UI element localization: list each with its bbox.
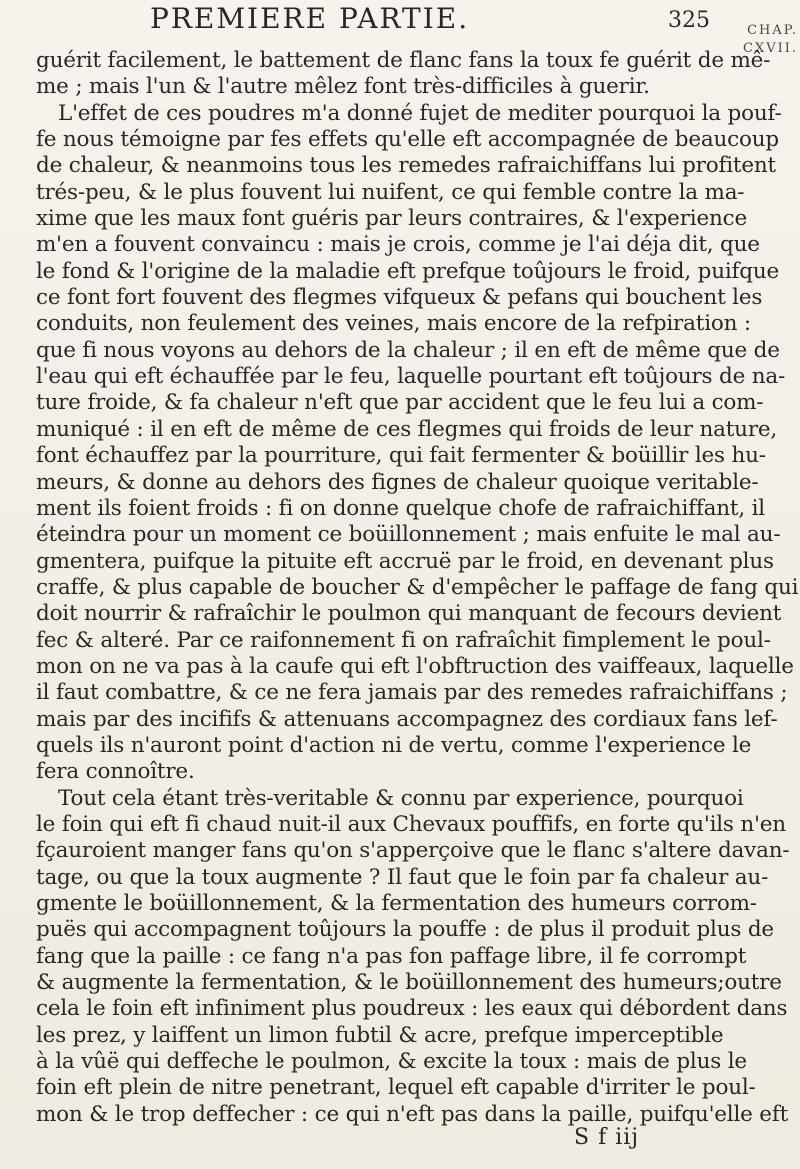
text-line: muniqué : il en eft de même de ces flegmes qui froids de leur nature, bbox=[36, 416, 778, 442]
text-line: que fi nous voyons au dehors de la chaleur ; il en eft de même que de bbox=[36, 337, 780, 363]
text-line: fçauroient manger fans qu'on s'apperçoive que le flanc s'altere davan- bbox=[36, 838, 790, 864]
text-line: cela le foin eft infiniment plus poudreux : les eaux qui débordent dans bbox=[36, 996, 788, 1022]
page-number: 325 bbox=[668, 8, 710, 33]
running-head: PREMIERE PARTIE. bbox=[150, 2, 470, 35]
text-line: l'eau qui eft échauffée par le feu, laquelle pourtant eft toûjours de na- bbox=[36, 364, 786, 390]
text-line: L'effet de ces poudres m'a donné fujet de mediter pourquoi la pouf- bbox=[58, 100, 782, 126]
text-line: les prez, y laiffent un limon fubtil & acre, prefque imperceptible bbox=[36, 1022, 724, 1048]
text-line: foin eft plein de nitre penetrant, lequel eft capable d'irriter le poul- bbox=[36, 1075, 756, 1101]
body-text bbox=[36, 48, 799, 1128]
text-line: quels ils n'auront point d'action ni de vertu, comme l'experience le bbox=[36, 732, 752, 758]
text-line: doit nourrir & rafraîchir le poulmon qui manquant de fecours devient bbox=[36, 601, 782, 627]
text-line: conduits, non feulement des veines, mais encore de la refpiration : bbox=[36, 311, 751, 337]
text-line: gmentera, puifque la pituite eft accruë par le froid, en devenant plus bbox=[36, 548, 774, 574]
text-line: m'en a fouvent convaincu : mais je crois, comme je l'ai déja dit, que bbox=[36, 232, 760, 258]
text-line: xime que les maux font guéris par leurs contraires, & l'experience bbox=[36, 206, 747, 232]
text-line: & augmente la fermentation, & le boüillonnement des humeurs;outre bbox=[36, 970, 782, 996]
text-line: craffe, & plus capable de boucher & d'empêcher le paffage de fang qui bbox=[36, 574, 799, 600]
text-line: mais par des incififs & attenuans accompagnez des cordiaux fans lef- bbox=[36, 706, 778, 732]
text-line: mon & le trop deffecher : ce qui n'eft pas dans la paille, puifqu'elle eft bbox=[36, 1101, 789, 1127]
text-line: me ; mais l'un & l'autre mêlez font très-difficiles à guerir. bbox=[36, 74, 650, 100]
text-line: il faut combattre, & ce ne fera jamais par des remedes rafraichiffans ; bbox=[36, 680, 788, 706]
text-line: éteindra pour un moment ce boüillonnement ; mais enfuite le mal au- bbox=[36, 522, 781, 548]
text-line: tage, ou que la toux augmente ? Il faut que le foin par fa chaleur au- bbox=[36, 864, 769, 890]
signature-mark: S f iij bbox=[574, 1125, 640, 1150]
text-line: mon on ne va pas à la caufe qui eft l'obftruction des vaiffeaux, laquelle bbox=[36, 653, 794, 679]
text-line: fang que la paille : ce fang n'a pas fon paffage libre, il fe corrompt bbox=[36, 943, 747, 969]
page-header bbox=[150, 2, 710, 42]
margin-chapter-note: CHAP. CXVII. bbox=[743, 23, 798, 56]
text-line: Tout cela étant très-veritable & connu par experience, pourquoi bbox=[58, 785, 744, 811]
text-line: ment ils foient froids : fi on donne quelque chofe de rafraichiffant, il bbox=[36, 495, 765, 521]
text-line: puës qui accompagnent toûjours la pouffe : de plus il produit plus de bbox=[36, 917, 774, 943]
text-line: ce font fort fouvent des flegmes vifqueux & pefans qui bouchent les bbox=[36, 285, 763, 311]
text-line: meurs, & donne au dehors des fignes de chaleur quoique veritable- bbox=[36, 469, 759, 495]
text-line: à la vûë qui deffeche le poulmon, & excite la toux : mais de plus le bbox=[36, 1049, 747, 1075]
text-line: guérit facilement, le battement de flanc fans la toux fe guérit de mê- bbox=[36, 48, 771, 73]
text-line: gmente le boüillonnement, & la fermentation des humeurs corrom- bbox=[36, 891, 757, 916]
text-line: le fond & l'origine de la maladie eft prefque toûjours le froid, puifque bbox=[36, 258, 780, 284]
text-line: ture froide, & fa chaleur n'eft que par accident que le feu lui a com- bbox=[36, 390, 764, 416]
text-line: trés-peu, & le plus fouvent lui nuifent, ce qui femble contre la ma- bbox=[36, 179, 745, 205]
text-line: font échauffez par la pourriture, qui fait fermenter & boüillir les hu- bbox=[36, 443, 766, 469]
text-line: fe nous témoigne par fes effets qu'elle eft accompagnée de beaucoup bbox=[36, 127, 779, 153]
text-line: fec & alteré. Par ce raifonnement fi on rafraîchit fimplement le poul- bbox=[36, 627, 771, 653]
text-line: de chaleur, & neanmoins tous les remedes rafraichiffans lui profitent bbox=[36, 153, 776, 179]
text-line: fera connoître. bbox=[36, 759, 195, 785]
text-line: le foin qui eft fi chaud nuit-il aux Chevaux pouffifs, en forte qu'ils n'en bbox=[36, 811, 786, 837]
